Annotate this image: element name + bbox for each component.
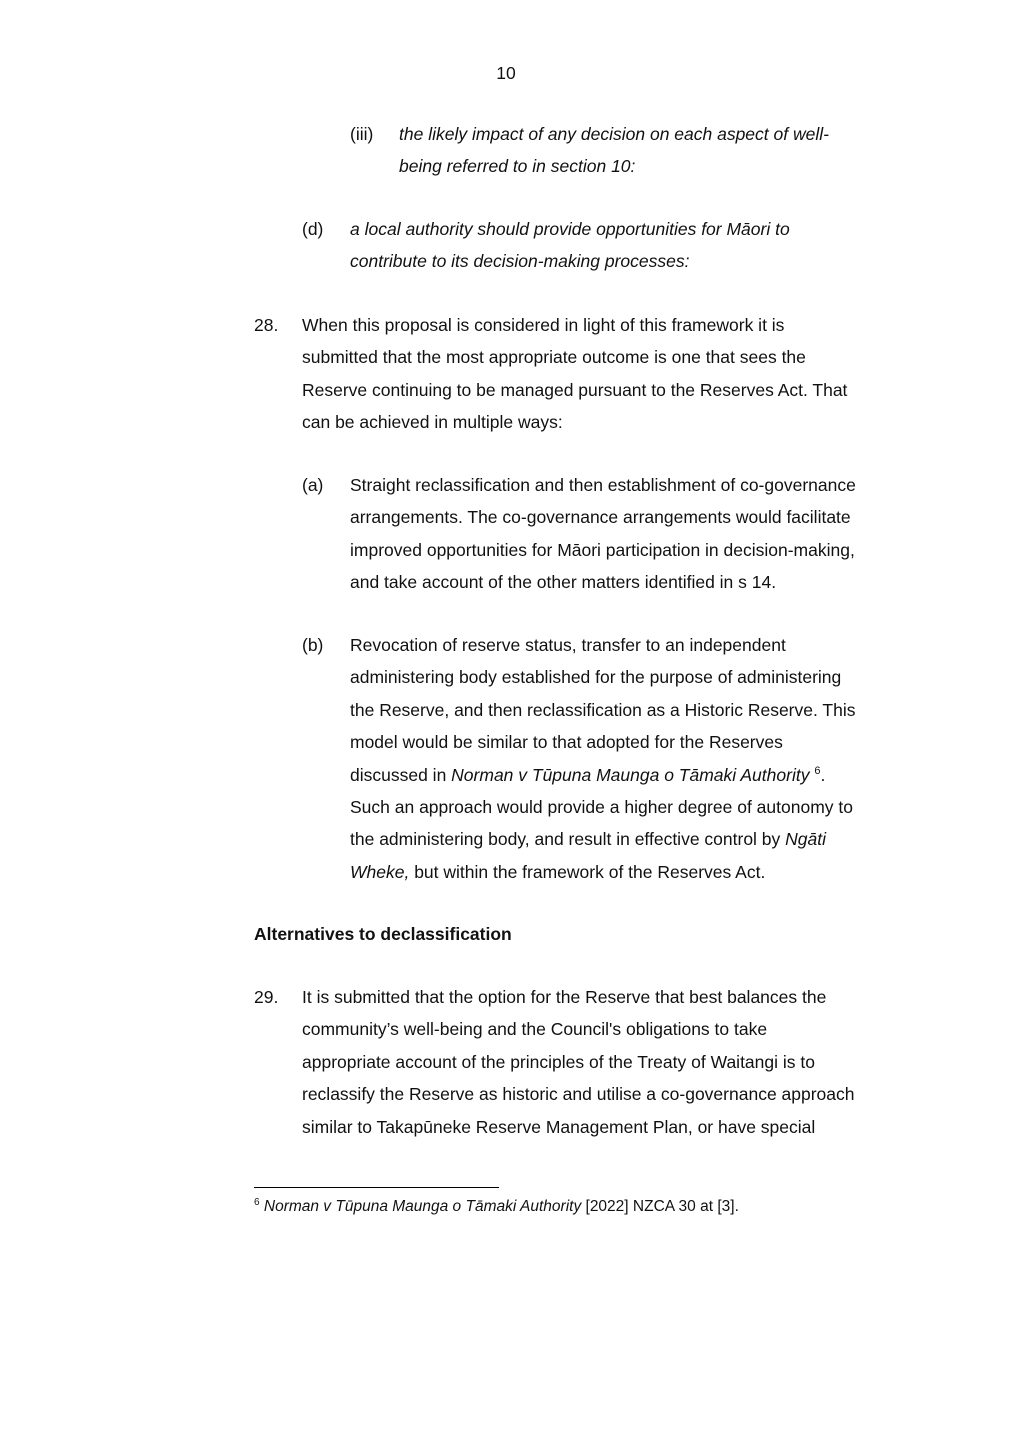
item-iii-label: (iii) (350, 124, 374, 144)
footnote-case-name: Norman v Tūpuna Maunga o Tāmaki Authority (263, 1198, 582, 1215)
text-line: arrangements. The co-governance arrangements would facilitate (350, 507, 851, 528)
text-line: Such an approach would provide a higher degree of autonomy to (350, 796, 853, 817)
text-line: community’s well-being and the Council's obligations to take (302, 1019, 768, 1040)
footnote-separator (254, 1187, 499, 1188)
page-number: 10 (496, 63, 516, 83)
item-a-label: (a) (302, 475, 324, 495)
case-name: Norman v Tūpuna Maunga o Tāmaki Authority (451, 764, 810, 785)
footnote-reference: 6 (814, 764, 821, 777)
text-line: submitted that the most appropriate outcome is one that sees the (302, 347, 806, 368)
item-iii-text (399, 118, 829, 183)
text-line: the Reserve, and then reclassification as a Historic Reserve. This (350, 699, 856, 720)
text-line: contribute to its decision-making processes: (350, 251, 690, 272)
footnote-marker: 6 (254, 1197, 260, 1208)
section-heading: Alternatives to declassification (254, 924, 512, 944)
item-b-label: (b) (302, 635, 324, 655)
text-line: a local authority should provide opportunities for Māori to (350, 219, 790, 239)
text-line: When this proposal is considered in light of this framework it is (302, 315, 785, 335)
text-line: and take account of the other matters identified in s 14. (350, 572, 777, 593)
text-line: appropriate account of the principles of the Treaty of Waitangi is to (302, 1051, 815, 1072)
para-28-text (302, 309, 847, 439)
para-28-number: 28. (254, 315, 279, 335)
text-run-italic: Ngāti (785, 829, 827, 850)
text-line: administering body established for the purpose of administering (350, 667, 842, 688)
item-d-label: (d) (302, 219, 324, 239)
item-a-text (350, 469, 856, 599)
text-line (350, 759, 855, 791)
item-b-text (350, 629, 855, 888)
text-run: . (820, 764, 826, 785)
text-line (350, 823, 855, 855)
text-line: model would be similar to that adopted for the Reserves (350, 732, 783, 753)
text-line (350, 856, 855, 888)
text-line: Straight reclassification and then establishment of co-governance (350, 475, 856, 495)
text-run-italic: Wheke, (350, 861, 410, 882)
text-line: reclassify the Reserve as historic and utilise a co-governance approach (302, 1084, 855, 1105)
text-line: Revocation of reserve status, transfer to an independent (350, 635, 786, 655)
para-29-text (302, 981, 855, 1143)
text-run: discussed in (350, 764, 452, 785)
text-line: similar to Takapūneke Reserve Management Plan, or have special (302, 1116, 816, 1137)
footnote (254, 1192, 739, 1222)
text-line: It is submitted that the option for the Reserve that best balances the (302, 987, 827, 1007)
text-line: improved opportunities for Māori participation in decision-making, (350, 539, 855, 560)
text-line: being referred to in section 10: (399, 156, 636, 177)
text-run: but within the framework of the Reserves Act. (409, 861, 766, 882)
text-run: the administering body, and result in effective control by (350, 829, 786, 850)
item-d-text (350, 213, 790, 278)
para-29-number: 29. (254, 987, 279, 1007)
footnote-citation: [2022] NZCA 30 at [3]. (581, 1198, 739, 1215)
text-line: Reserve continuing to be managed pursuant to the Reserves Act. That (302, 379, 848, 400)
text-line: can be achieved in multiple ways: (302, 412, 563, 433)
text-line: the likely impact of any decision on each aspect of well- (399, 124, 829, 144)
